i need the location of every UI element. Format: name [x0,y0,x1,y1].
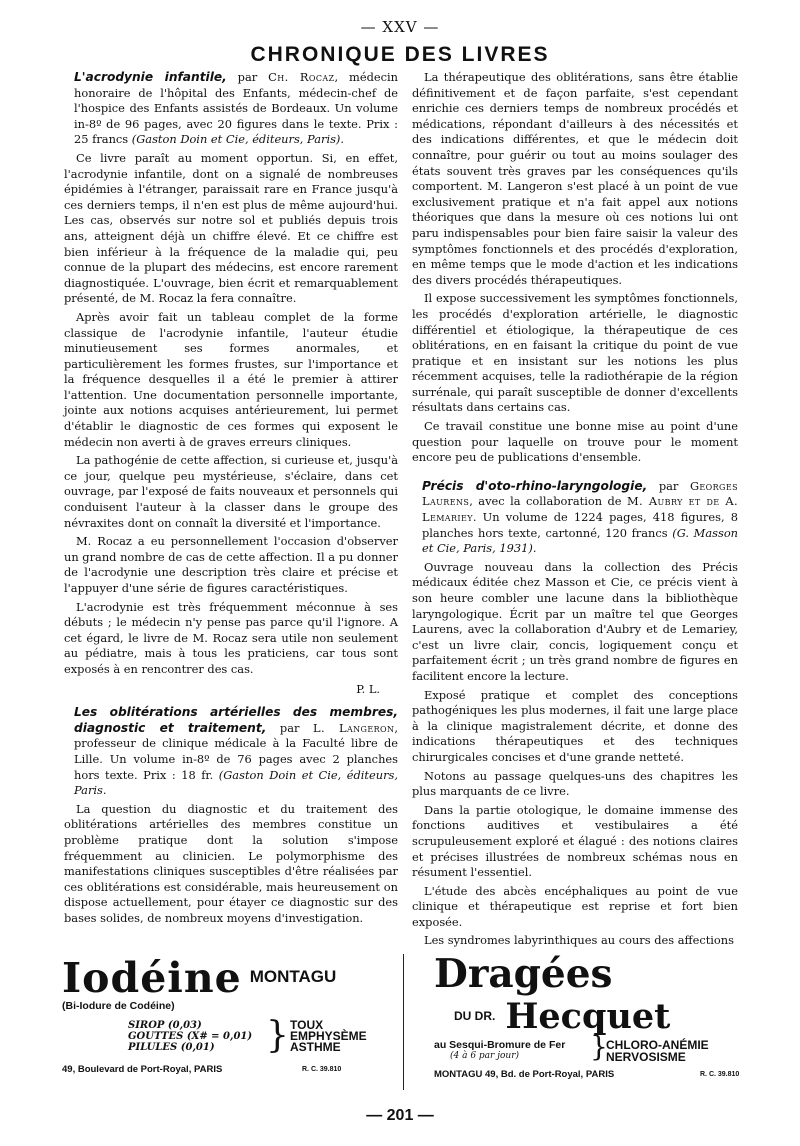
ad-divider [403,954,404,1090]
page-number: — 201 — [366,1107,434,1124]
iodeine-indication-emphyseme: EMPHYSÈME [290,1029,367,1043]
review-1-lead: par [226,70,269,84]
review-3-heading [412,479,738,557]
dragees-details [434,1030,754,1069]
review-2-para-2: La thérapeutique des oblitérations, sans être établie définitivement et de façon parfaite, s'est cependant enrichie ces derniers temps de nombreux procédés et médications, répondant d'ailleurs à des nécessités et des indications différentes, et que le médecin doit connaître, pour guérir ou tout au moins soulager des états souvent très graves par les conséquences qu'ils comportent. M. Langeron s'est placé à un point de vue exclusivement pratique et n'a fait appel aux notions théoriques que dans la mesure où ces notions lui ont paru indispensables pour bien faire saisir la valeur des symptômes fonctionnels et des procédés d'exploration, en même temps que le mode d'action et les indications des divers procédés thérapeutiques. [412,70,738,287]
review-1-desc: , médecin honoraire de l'hôpital des Enfants, médecin-chef de l'hospice des Enfants assistés de Bordeaux. Un volume in-8º de 96 pages, avec 20 figures dans le texte. Prix : 25 francs [74,70,398,147]
review-1-para-3: La pathogénie de cette affection, si curieuse et, jusqu'à ce jour, quelque peu mystérieuse, s'éclaire, dans cet ouvrage, par l'exposé de faits nouveaux et personnels qui conduisent l'auteur à la classer dans le groupe des névraxites dont on connaît la diversité et l'importance. [64,453,398,530]
review-2-publisher: (Gaston Doin et Cie, éditeurs, Paris. [74,767,398,798]
review-3-book-title: Précis d'oto-rhino-laryngologie, [422,478,648,493]
review-2-para-4: Ce travail constitue une bonne mise au point d'une question pour laquelle on trouve pour le moment encore peu de publications d'ensemble. [412,419,738,465]
iodeine-indication-asthme: ASTHME [290,1040,341,1054]
review-1-signature: P. L. [356,681,380,696]
page-title: CHRONIQUE DES LIVRES [250,43,550,66]
dragees-indication-chloro-anemie: CHLORO-ANÉMIE [606,1038,709,1052]
review-3-para-5: L'étude des abcès encéphaliques au point de vue clinique et thérapeutique est reprise et fort bien exposée. [412,883,738,929]
review-3-coauthors: M. Aubry et de A. Lemariey [422,494,739,525]
review-2-desc: , professeur de clinique médicale à la Faculté libre de Lille. Un volume in-8º de 76 pages avec 2 planches hors texte. Prix : 18 fr. [74,720,398,782]
iodeine-maker: MONTAGU [249,967,337,986]
running-folio: — XXV — [360,18,440,36]
review-1-para-1: Ce livre paraît au moment opportun. Si, en effet, l'acrodynie infantile, dont on a signalé de nombreuses épidémies à l'étranger, paraissait rare en France jusqu'à ces derniers temps, il n'en est plus de même aujourd'hui. Les cas, observés sur notre sol et publiés depuis trois ans, atteignent déjà un chiffre élevé. Et ce chiffre est bien inférieur à la fréquence de la maladie qui, peu connue de la plupart des médecins, est encore rarement diagnostiquée. L'ouvrage, bien écrit et remarquablement présenté, de M. Rocaz la fera connaître. [64,150,398,306]
brace-icon: } [590,1030,608,1063]
review-1-para-4: M. Rocaz a eu personnellement l'occasion d'observer un grand nombre de cas de cette affection. Il a pu donner de l'acrodynie une description très claire et précise et l'appuyer d'une série de figures caractéristiques. [64,534,398,595]
review-3-para-2: Exposé pratique et complet des conceptions pathogéniques les plus modernes, il fait une large place à la clinique magistralement décrite, et donne des indications thérapeutiques et des techniques chirurgicales concises et d'une grande netteté. [412,687,738,764]
dragees-address-line [434,1069,754,1080]
review-3-para-6: Les syndromes labyrinthiques au cours des affections [424,933,734,948]
advertisement-band [0,940,800,1100]
ad-iodeine [62,956,392,1075]
iodeine-dosage-block [128,1015,392,1062]
review-3-mid: , avec la collaboration de [469,494,627,509]
dragees-registration: R. C. 39.810 [700,1071,740,1078]
review-1-para-2: Après avoir fait un tableau complet de la forme classique de l'acrodynie infantile, l'auteur étudie minutieusement ses formes anormales, et particulièrement les formes frustes, sur l'importance et la fréquence desquelles il a été le premier à attirer l'attention. Une documentation personnelle importante, jointe aux notions acquises antérieurement, lui permet d'établir le diagnostic de ces formes qui exposent le médecin non averti à de graves erreurs cliniques. [64,309,398,449]
iodeine-address: 49, Boulevard de Port-Royal, PARIS [62,1064,223,1075]
iodeine-registration: R. C. 39.810 [302,1066,342,1073]
review-1-heading [64,70,398,148]
iodeine-dose-gouttes: GOUTTES (X# = 0,01) [128,1031,253,1042]
brace-icon: } [266,1015,289,1056]
dragees-dosage: (4 à 6 par jour) [450,1051,520,1061]
review-3-publisher: (G. Masson et Cie, Paris, 1931). [422,525,739,556]
review-3-author: Georges Laurens [422,478,738,509]
review-2-lead: par [266,720,314,735]
review-2-para-1: La question du diagnostic et du traitement des oblitérations artérielles des membres constitue un problème pratique dont la solution s'impose fréquemment au clinicien. Le polymorphisme des manifestations cliniques susceptibles d'être réalisées par ces oblitérations est considérable, mais heureusement on dispose actuellement, pour étayer ce diagnostic sur des bases solides, de nombreux moyens d'investigation. [64,801,398,925]
dragees-brand: Dragées [434,951,613,997]
dragees-composition: au Sesqui-Bromure de Fer [434,1039,566,1051]
review-1-book-title: L'acrodynie infantile, [74,70,227,84]
iodeine-brand: Iodéine [62,954,242,1002]
left-column [64,70,398,929]
iodeine-subtitle: (Bi-Iodure de Codéine) [62,1000,175,1012]
review-3-para-4: Dans la partie otologique, le domaine immense des fonctions auditives et vestibulaires a été scrupuleusement exploré et élagué : des notions claires et précises illustrées de nombreux schémas nous en résument l'essentiel. [412,802,738,880]
review-1-author: Ch. Rocaz [268,70,335,84]
review-2-book-title: Les oblitérations artérielles des membres, diagnostic et traitement, [74,705,398,735]
review-3-desc: . Un volume de 1224 pages, 418 figures, 8 planches hors texte, cartonné, 120 francs [422,510,738,540]
hecquet-name: Hecquet [505,996,671,1037]
iodeine-dose-sirop: SIROP (0,03) [128,1020,202,1031]
dragees-address: MONTAGU 49, Bd. de Port-Royal, PARIS [434,1069,615,1080]
ad-dragees-hecquet [434,952,754,1080]
dragees-indication-nervosisme: NERVOSISME [606,1050,686,1064]
iodeine-dose-pilules: PILULES (0,01) [128,1042,215,1053]
review-2-author: L. Langeron [313,720,395,735]
iodeine-address-line [62,1064,392,1075]
right-column [412,70,738,952]
review-3-para-3: Notons au passage quelques-uns des chapitres les plus marquants de ce livre. [412,768,738,799]
iodeine-indications [290,1020,367,1053]
review-3-para-1: Ouvrage nouveau dans la collection des Précis médicaux éditée chez Masson et Cie, ce précis vient à son heure combler une lacune dans la bibliothèque laryngologique. Écrit par un maître tel que Georges Laurens, avec la collaboration d'Aubry et de Lemariey, c'est un livre clair, concis, logiquement conçu et parfaitement écrit ; un très grand nombre de figures en facilitent encore la lecture. [412,559,738,683]
iodeine-indication-toux: TOUX [290,1018,324,1032]
review-2-para-3: Il expose successivement les symptômes fonctionnels, les procédés d'exploration artérielle, le diagnostic différentiel et étiologique, la thérapeutique de ces oblitérations, en en faisant la critique du point de vue pratique et en insistant sur les notions les plus récemment acquises, telle la radiothérapie de la région surrénale, qui paraît susceptible de donner d'excellents résultats dans certains cas. [412,291,738,415]
dragees-indications [606,1039,709,1063]
review-3-lead: par [647,478,690,493]
dragees-du-dr: DU DR. [454,1009,496,1023]
review-1-publisher: (Gaston Doin et Cie, éditeurs, Paris). [131,132,344,147]
review-1-para-5: L'acrodynie est très fréquemment méconnue à ses débuts ; le médecin n'y pense pas parce qu'il l'ignore. A cet égard, le livre de M. Rocaz sera utile non seulement au pédiatre, mais à tous les praticiens, car tous sont exposés à en rencontrer des cas. [64,599,398,676]
review-2-heading [64,705,398,799]
